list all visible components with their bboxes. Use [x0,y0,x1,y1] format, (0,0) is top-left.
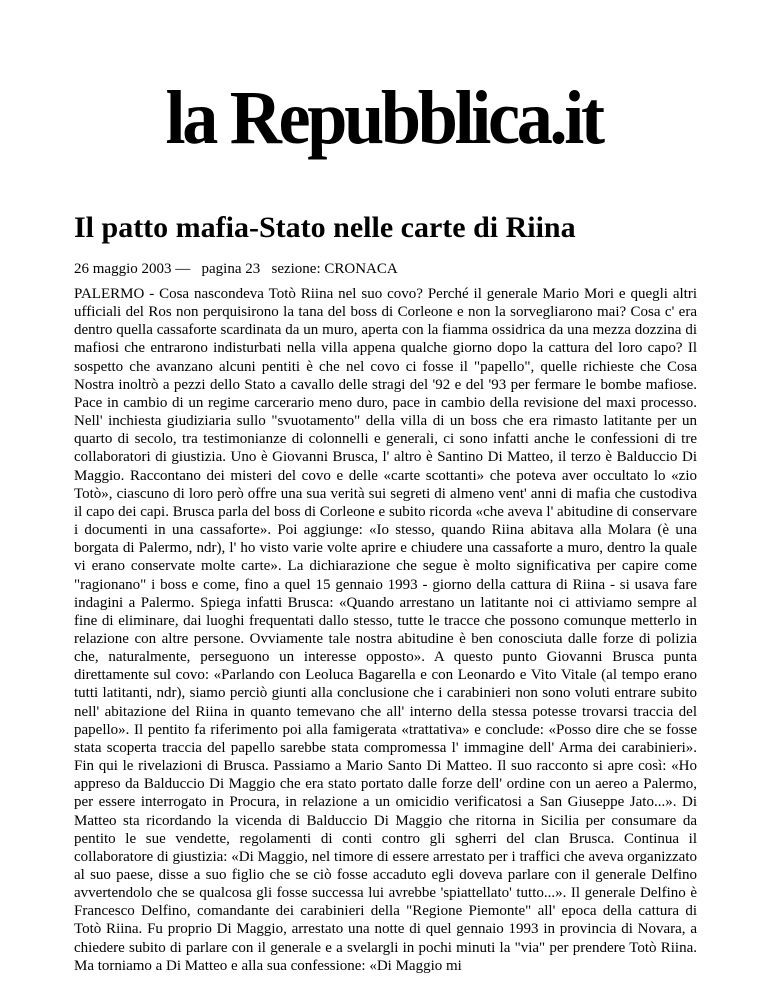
article-title: Il patto mafia-Stato nelle carte di Riina [74,211,576,244]
article-page: pagina 23 [201,261,261,277]
article-body: PALERMO - Cosa nascondeva Totò Riina nel suo covo? Perché il generale Mario Mori e quegli altri ufficiali del Ros non perquisirono la tana del boss di Corleone e non la sorvegliarono mai? Cosa c' era dentro quella cassaforte scardinata da un muro, aperta con la fiamma ossidrica da una mezza dozzina di mafiosi che entrarono indisturbati nella villa appena qualche giorno dopo la cattura del loro capo? Il sospetto che avanzano alcuni pentiti è che nel covo ci fosse il "papello", quelle richieste che Cosa Nostra inoltrò a pezzi dello Stato a cavallo delle stragi del '92 e del '93 per fermare le bombe mafiose. Pace in cambio di un regime carcerario meno duro, pace in cambio della revisione del maxi processo. Nell' inchiesta giudiziaria sullo "svuotamento" della villa di un boss che era rimasto latitante per un quarto di secolo, tra testimonianze di colonnelli e generali, ci sono infatti anche le confessioni di tre collaboratori di giustizia. Uno è Giovanni Brusca, l' altro è Santino Di Matteo, il terzo è Balduccio Di Maggio. Raccontano dei misteri del covo e delle «carte scottanti» che poteva aver occultato lo «zio Totò», ciascuno di loro però offre una sua verità sui segreti di almeno vent' anni di mafia che custodiva il capo dei capi. Brusca parla del boss di Corleone e subito ricorda «che aveva l' abitudine di conservare i documenti in una cassaforte». Poi aggiunge: «Io stesso, quando Riina abitava alla Molara (è una borgata di Palermo, ndr), l' ho visto varie volte aprire e chiudere una cassaforte a muro, dentro la quale vi erano conservate molte carte». La dichiarazione che segue è molto significativa per capire come "ragionano" i boss e come, fino a quel 15 gennaio 1993 - giorno della cattura di Riina - si usava fare indagini a Palermo. Spiega infatti Brusca: «Quando arrestano un latitante noi ci attiviamo sempre al fine di eliminare, dai luoghi frequentati dallo stesso, tutte le tracce che possono comunque metterlo in relazione con altre persone. Ovviamente tale nostra abitudine è ben conosciuta dalle forze di polizia che, naturalmente, perseguono un interesse opposto». A questo punto Giovanni Brusca punta direttamente sul covo: «Parlando con Leoluca Bagarella e con Leonardo e Vito Vitale (al tempo erano tutti latitanti, ndr), siamo perciò giunti alla conclusione che i carabinieri non sono voluti entrare subito nell' abitazione del Riina in quanto temevano che all' interno della stessa potesse trovarsi traccia del papello». Il pentito fa riferimento poi alla famigerata «trattativa» e conclude: «Posso dire che se fosse stata scoperta traccia del papello sarebbe stata compromessa l' immagine dell' Arma dei carabinieri». Fin qui le rivelazioni di Brusca. Passiamo a Mario Santo Di Matteo. Il suo racconto si apre così: «Ho appreso da Balduccio Di Maggio che era stato portato dalle forze dell' ordine con un aereo a Palermo, per essere interrogato in Procura, in relazione a un omicidio verificatosi a San Giuseppe Jato...». Di Matteo sta ricordando la vicenda di Balduccio Di Maggio che ritorna in Sicilia per consumare da pentito le sue vendette, regolamenti di conti contro gli sgherri del clan Brusca. Continua il collaboratore di giustizia: «Di Maggio, nel timore di essere arrestato per i traffici che aveva organizzato al suo paese, disse a suo figlio che se ciò fosse accaduto egli doveva parlare con il generale Delfino avvertendolo che se qualcosa gli fosse successa lui avrebbe 'spiattellato' tutto...». Il generale Delfino è Francesco Delfino, comandante dei carabinieri della "Regione Piemonte" all' epoca della cattura di Totò Riina. Fu proprio Di Maggio, arrestato una notte di quel gennaio 1993 in provincia di Novara, a chiedere subito di parlare con il generale e a svelargli in pochi minuti la "via" per prendere Totò Riina. Ma torniamo a Di Matteo e alla sua confessione: «Di Maggio mi [74,286,697,974]
article-section: sezione: CRONACA [271,261,398,277]
repubblica-logo: la Repubblica.it [165,76,603,160]
article [74,210,697,975]
article-meta [74,260,697,278]
article-date: 26 maggio 2003 — [74,261,191,277]
masthead [0,78,768,158]
